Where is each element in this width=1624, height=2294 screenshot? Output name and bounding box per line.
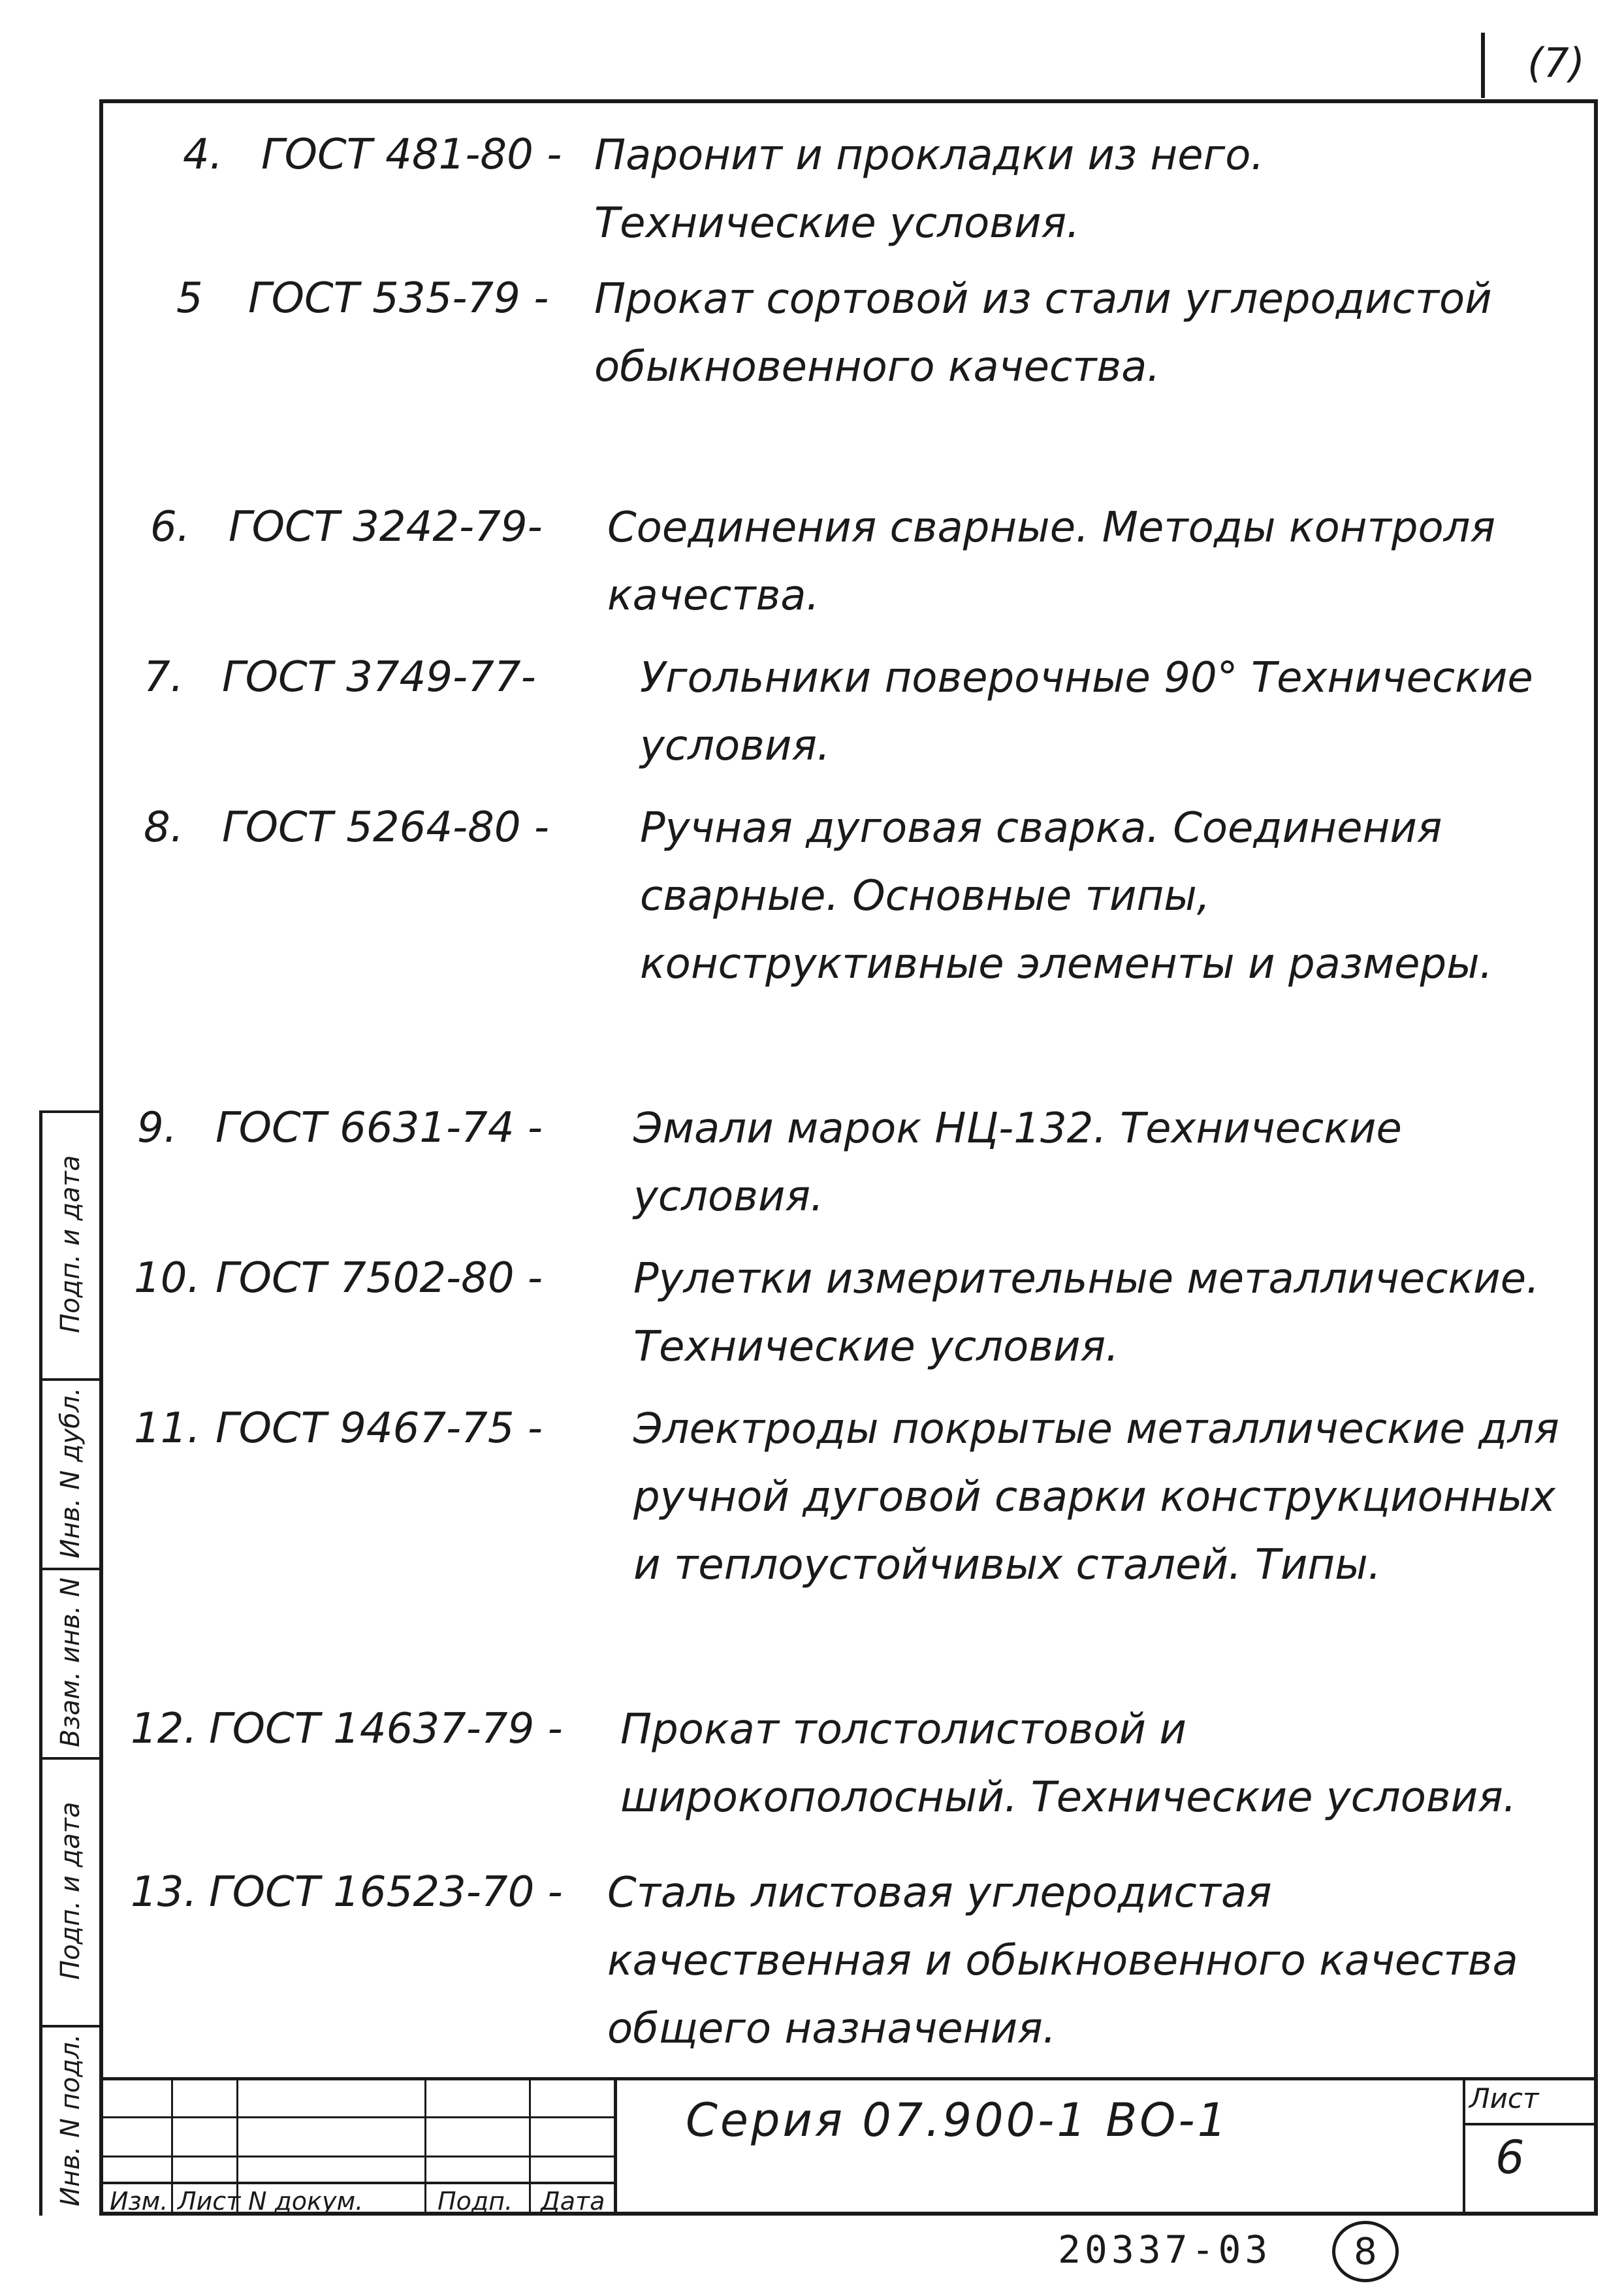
margin-label-inv-podl: Инв. N подл. — [56, 2033, 86, 2207]
gost-code: ГОСТ 481-80 - — [261, 131, 562, 179]
gost-code: ГОСТ 535-79 - — [248, 274, 549, 323]
frame-right — [1594, 99, 1598, 2216]
sheet-box-left — [1463, 2077, 1465, 2214]
item-number: 12. — [131, 1705, 197, 1753]
item-number: 5 — [176, 274, 203, 323]
item-description: Прокат толстолистовой и широкополосный. Технические условия. — [620, 1705, 1517, 1822]
margin-label-podp-data-2: Подп. и дата — [56, 1155, 86, 1334]
gost-code: ГОСТ 7502-80 - — [215, 1254, 543, 1302]
title-block-col — [171, 2077, 173, 2214]
circled-number-text: 8 — [1354, 2230, 1377, 2273]
item-number: 10. — [134, 1254, 200, 1302]
col-label-data: Дата — [541, 2187, 605, 2216]
item-description: Рулетки измерительные металлические. Технические условия. — [633, 1255, 1540, 1371]
item-description: Ручная дуговая сварка. Соединения сварные. Основные типы, конструктивные элементы и размеры. — [640, 804, 1493, 988]
item-number: 7. — [144, 653, 184, 702]
title-block-top — [99, 2077, 1598, 2080]
frame-left — [99, 99, 103, 2216]
title-block-col — [614, 2077, 617, 2214]
col-label-podp: Подп. — [438, 2187, 513, 2216]
col-label-list: Лист — [178, 2187, 241, 2216]
margin-label-vzam-inv: Взам. инв. N — [56, 1577, 86, 1747]
gost-code: ГОСТ 16523-70 - — [209, 1868, 563, 1916]
item-description: Угольники поверочные 90° Технические условия. — [640, 654, 1533, 770]
sheet-label: Лист — [1469, 2082, 1539, 2114]
gost-code: ГОСТ 9467-75 - — [215, 1404, 543, 1453]
item-description: Сталь листовая углеродистая качественная и обыкновенного качества общего назначения. — [607, 1869, 1518, 2053]
item-number: 9. — [137, 1104, 178, 1152]
gost-code: ГОСТ 3242-79- — [229, 503, 543, 551]
margin-label-podp-data: Подп. и дата — [56, 1801, 86, 1980]
page-mark: (7) — [1527, 39, 1585, 87]
item-description: Прокат сортовой из стали углеродистой обыкновенного качества. — [594, 275, 1492, 391]
title-block-row — [99, 2156, 615, 2157]
title-block-row — [99, 2182, 615, 2184]
item-number: 11. — [134, 1404, 200, 1453]
item-number: 8. — [144, 803, 184, 852]
item-number: 6. — [150, 503, 191, 551]
col-label-n-dokum: N докум. — [248, 2187, 364, 2216]
title-block-row — [99, 2116, 615, 2118]
document-number: 20337-03 — [1058, 2227, 1272, 2272]
gost-code: ГОСТ 3749-77- — [222, 653, 536, 702]
sheet-number: 6 — [1495, 2131, 1525, 2184]
item-description: Электроды покрытые металлические для ручной дуговой сварки конструкционных и теплоустойчивых сталей. Типы. — [633, 1405, 1559, 1589]
circled-page-number — [1332, 2221, 1399, 2282]
gost-code: ГОСТ 6631-74 - — [215, 1104, 543, 1152]
frame-top — [99, 99, 1598, 103]
margin-label-inv-dubl: Инв. N дубл. — [56, 1387, 86, 1559]
item-description: Соединения сварные. Методы контроля качества. — [607, 504, 1496, 620]
item-number: 13. — [131, 1868, 197, 1916]
item-description: Паронит и прокладки из него. Технические условия. — [594, 131, 1264, 248]
sheet-box-mid — [1463, 2123, 1598, 2125]
top-mark-bar — [1481, 33, 1485, 98]
title-block-col — [424, 2077, 426, 2214]
item-description: Эмали марок НЦ-132. Технические условия. — [633, 1105, 1402, 1221]
item-number: 4. — [183, 131, 223, 179]
series-designation: Серия 07.900-1 ВО-1 — [686, 2093, 1230, 2147]
gost-code: ГОСТ 5264-80 - — [222, 803, 549, 852]
gost-code: ГОСТ 14637-79 - — [209, 1705, 563, 1753]
col-label-izm: Изм. — [110, 2187, 168, 2216]
title-block-col — [529, 2077, 531, 2214]
